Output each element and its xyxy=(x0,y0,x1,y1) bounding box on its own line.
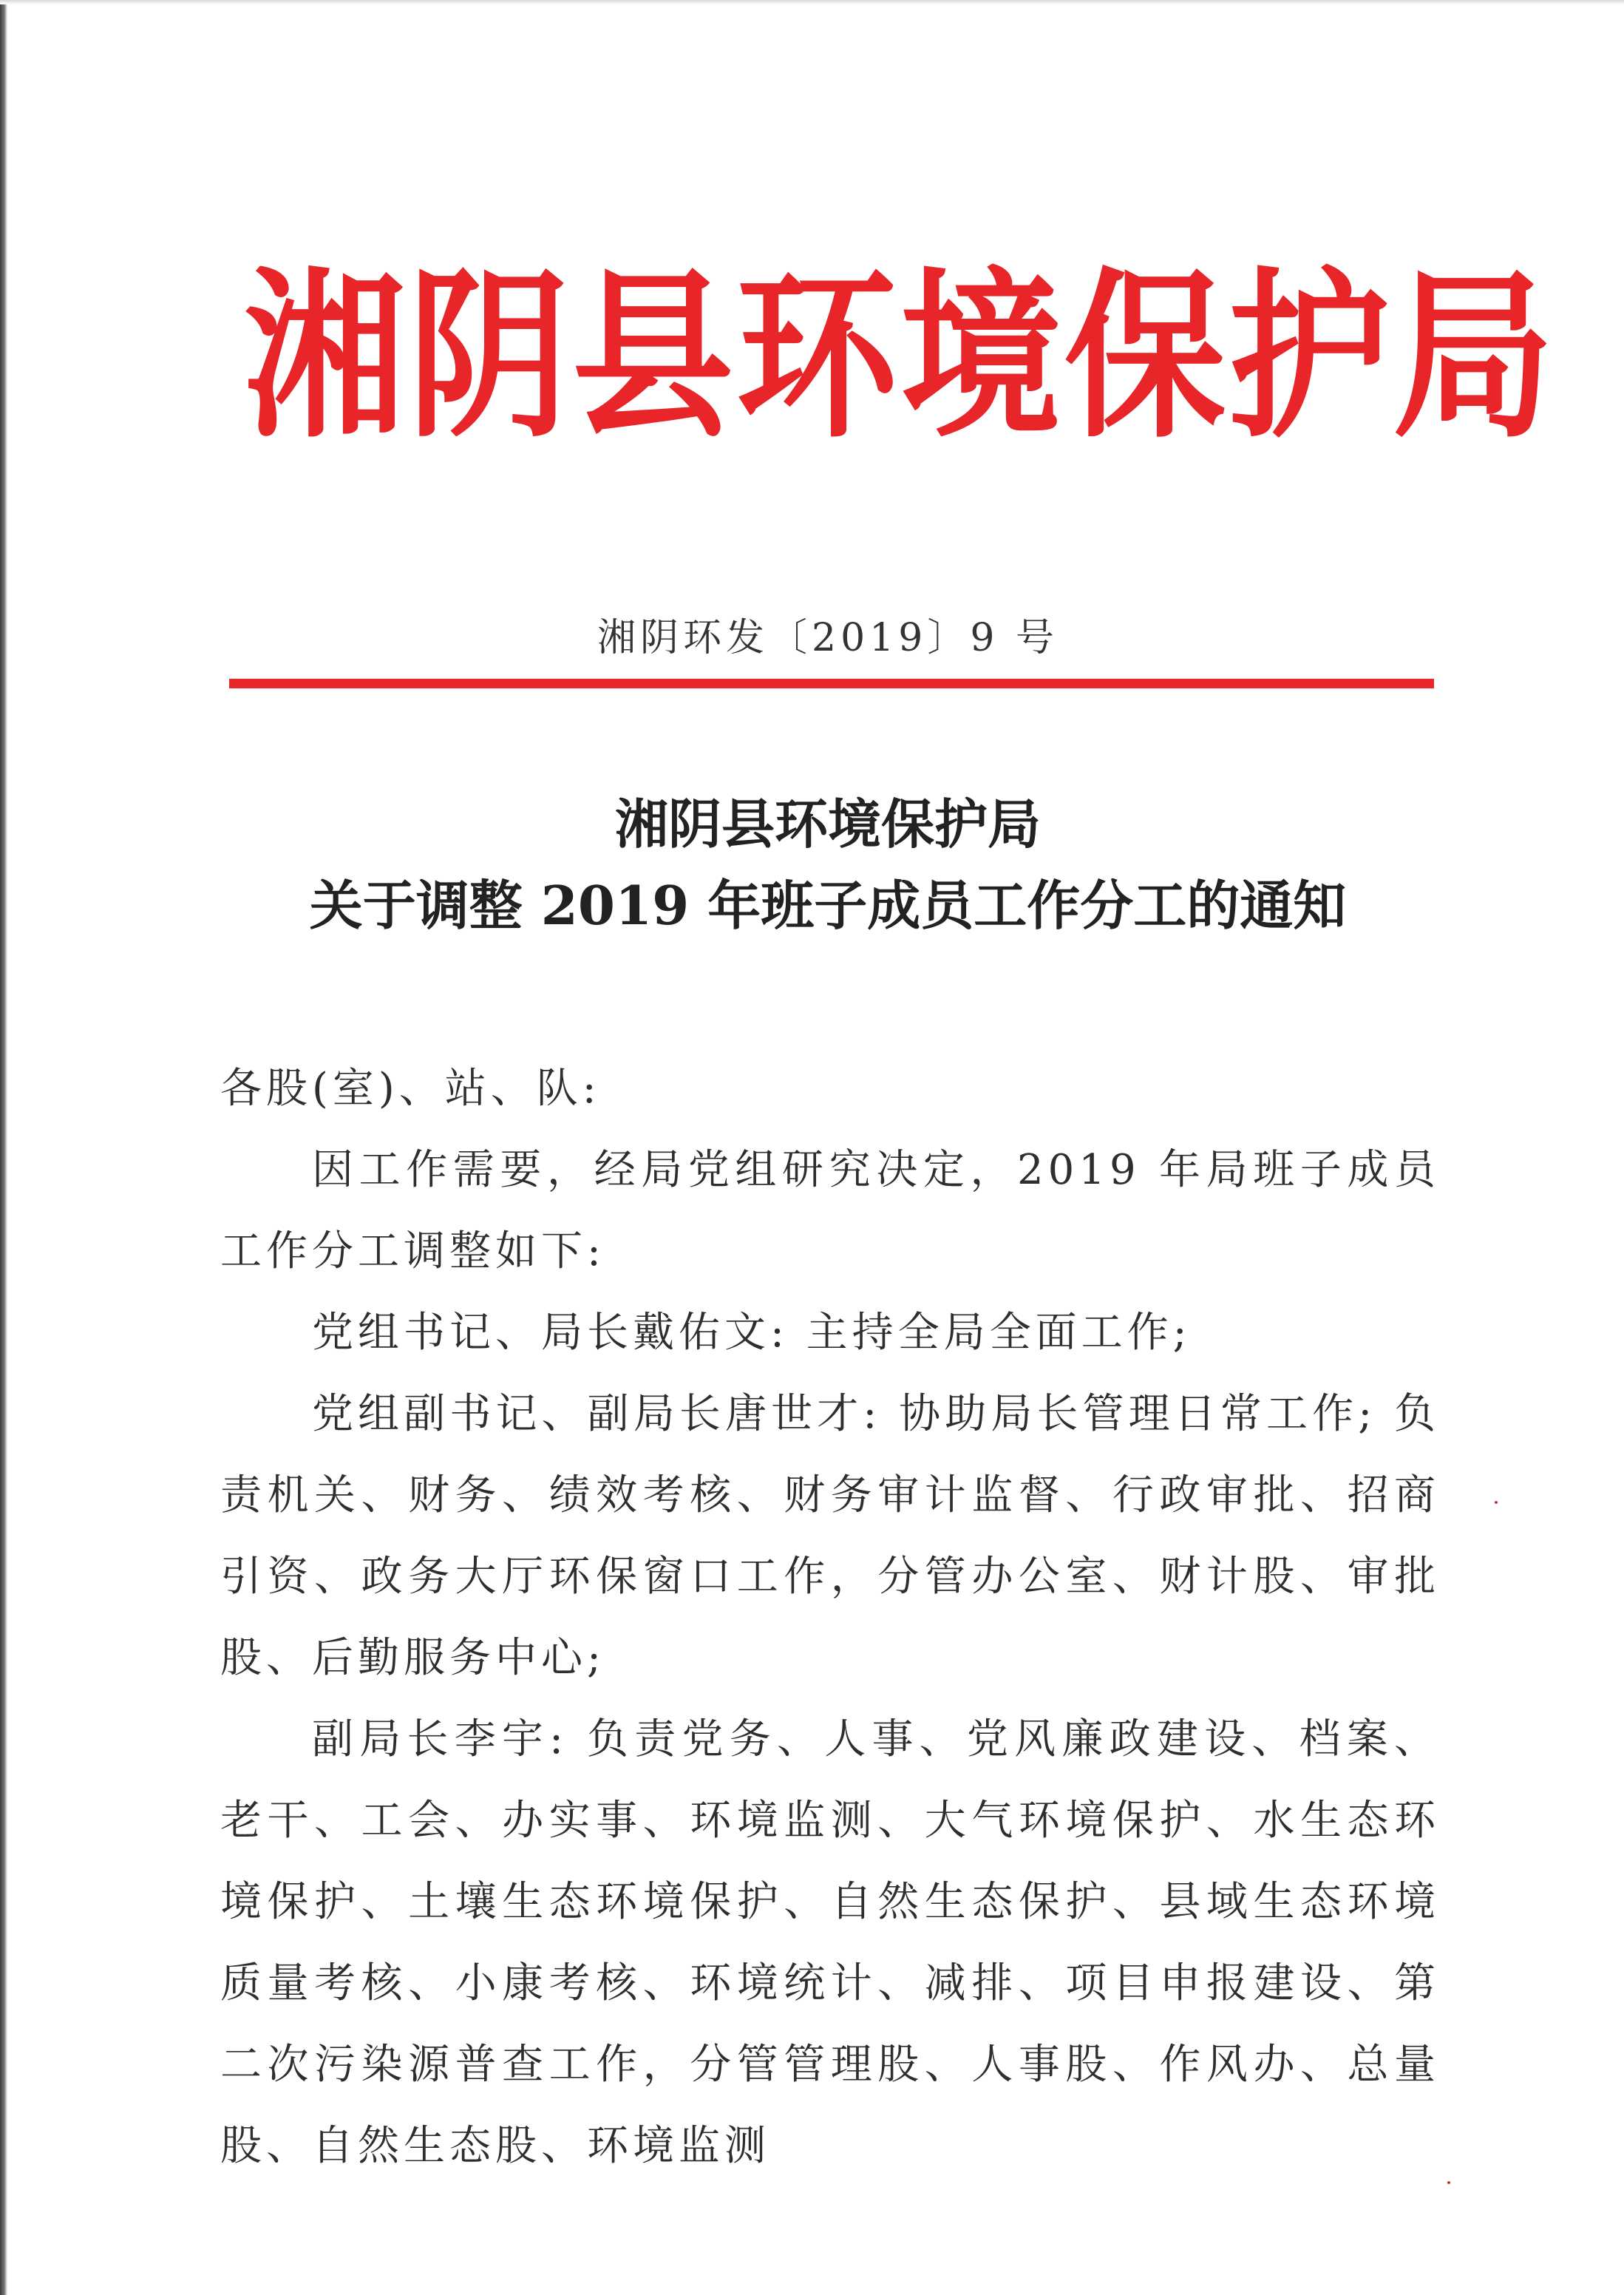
notice-title xyxy=(222,784,1434,946)
paragraph-intro: 因工作需要，经局党组研究决定，2019 年局班子成员工作分工调整如下: xyxy=(220,1146,1440,1275)
title-line-2: 关于调整 2019 年班子成员工作分工的通知 xyxy=(309,874,1347,937)
document-number: 湘阴环发〔2019〕9 号 xyxy=(597,616,1059,660)
salutation: 各股(室)、站、队: xyxy=(220,1065,601,1113)
scan-top-shadow xyxy=(0,0,1624,4)
notice-body xyxy=(220,1048,1440,2187)
title-line-1: 湘阴县环境保护局 xyxy=(614,793,1041,855)
scan-speck xyxy=(1447,2181,1450,2184)
red-header-org-name: 湘阴县环境保护局 xyxy=(244,250,1557,463)
paragraph-deputy-secretary: 党组副书记、副局长唐世才: 协助局长管理日常工作; 负责机关、财务、绩效考核、财务审计监督、行政审批、招商引资、政务大厅环保窗口工作，分管办公室、财计股、审批股、后勤服务中心; xyxy=(220,1390,1440,1682)
scan-speck xyxy=(1495,1501,1498,1504)
paragraph-director: 党组书记、局长戴佑文: 主持全局全面工作; xyxy=(312,1309,1192,1357)
paragraph-deputy-director: 副局长李宇: 负责党务、人事、党风廉政建设、档案、老干、工会、办实事、环境监测、大气环境保护、水生态环境保护、土壤生态环境保护、自然生态保护、县域生态环境质量考核、小康考核、环境统计、减排、项目申报建设、第二次污染源普查工作，分管管理股、人事股、作风办、总量股、自然生态股、环境监测 xyxy=(220,1715,1440,2170)
scan-edge-shadow xyxy=(0,0,7,2295)
red-divider-line xyxy=(229,679,1434,688)
